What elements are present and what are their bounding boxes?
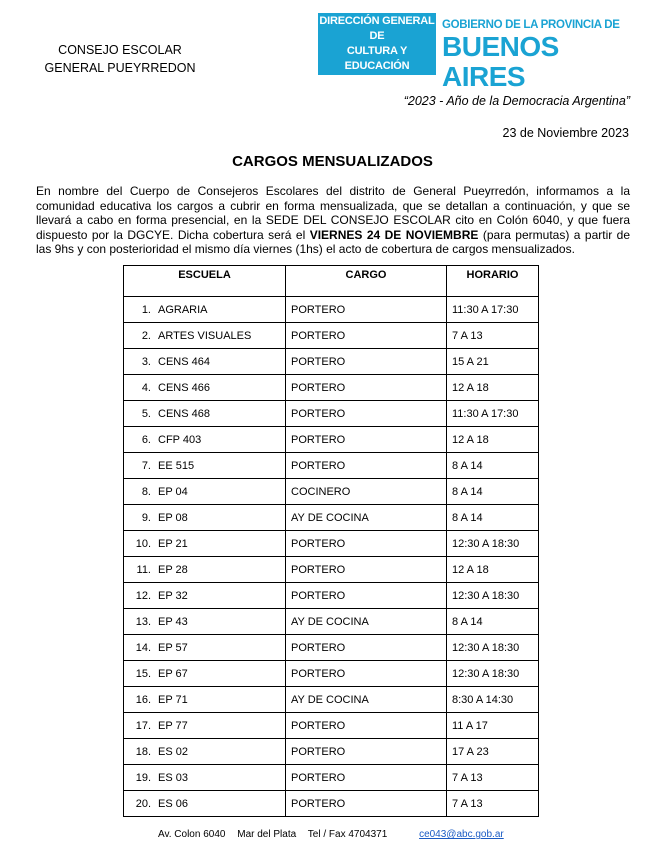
intro-paragraph	[36, 184, 630, 257]
school-name: ES 03	[158, 771, 188, 784]
cell-horario: 12:30 A 18:30	[447, 635, 539, 661]
row-number: 9.	[141, 511, 151, 524]
cell-escuela	[124, 791, 286, 817]
gov-line-1: GOBIERNO DE LA PROVINCIA DE	[442, 19, 620, 31]
cell-cargo: PORTERO	[286, 531, 447, 557]
header-escuela: ESCUELA	[124, 266, 286, 297]
intro-part-1: En nombre del Cuerpo de Consejeros Escolares del distrito de General Pueyrredón, informamos a la comunidad educativa los cargos a cubrir en forma mensualizada, que se detallan a continuación, y que se llevará a cabo en forma presencial, en la SEDE DEL CONSEJO ESCOLAR cito en Colón 6040, y que fuera dispuesto por la DGCYE. Dicha cobertura será el	[36, 184, 630, 242]
intro-part-2: (para permutas) a partir de las 9hs y con posterioridad el mismo día viernes (1hs) el acto de cobertura de cargos mensualizados.	[36, 227, 631, 257]
cell-escuela	[124, 583, 286, 609]
cell-horario: 12 A 18	[447, 427, 539, 453]
school-name: ARTES VISUALES	[158, 329, 252, 342]
council-name	[30, 41, 210, 77]
cell-escuela	[124, 297, 286, 323]
intro-bold-date: VIERNES 24 DE NOVIEMBRE	[309, 227, 479, 242]
row-number: 2.	[141, 329, 151, 342]
table-row	[124, 557, 539, 583]
footer-phone: Tel / Fax 4704371	[307, 829, 388, 840]
cell-escuela	[124, 531, 286, 557]
cell-horario: 7 A 13	[447, 791, 539, 817]
school-name: EP 77	[158, 719, 188, 732]
school-name: CENS 468	[158, 407, 210, 420]
cell-horario: 8 A 14	[447, 479, 539, 505]
cell-horario: 12 A 18	[447, 557, 539, 583]
cell-cargo: PORTERO	[286, 739, 447, 765]
row-number: 11.	[136, 563, 151, 576]
table-row	[124, 531, 539, 557]
row-number: 14.	[135, 641, 151, 654]
cell-escuela	[124, 505, 286, 531]
header-cargo: CARGO	[286, 266, 447, 297]
table-row	[124, 765, 539, 791]
table-header-row	[124, 266, 539, 297]
cell-escuela	[124, 609, 286, 635]
cell-cargo: PORTERO	[286, 453, 447, 479]
row-number: 13.	[135, 615, 151, 628]
cell-cargo: PORTERO	[286, 557, 447, 583]
school-name: AGRARIA	[158, 303, 208, 316]
cell-horario: 8 A 14	[447, 609, 539, 635]
cell-escuela	[124, 349, 286, 375]
table-row	[124, 505, 539, 531]
cell-cargo: AY DE COCINA	[286, 609, 447, 635]
cell-horario: 12:30 A 18:30	[447, 661, 539, 687]
school-name: EE 515	[158, 459, 195, 472]
footer-email-link[interactable]: ce043@abc.gob.ar	[419, 829, 504, 840]
table-row	[124, 583, 539, 609]
table-row	[124, 323, 539, 349]
table-row	[124, 635, 539, 661]
row-number: 16.	[135, 693, 151, 706]
cell-cargo: PORTERO	[286, 401, 447, 427]
table-row	[124, 479, 539, 505]
cell-escuela	[124, 739, 286, 765]
cell-cargo: PORTERO	[286, 635, 447, 661]
cell-cargo: PORTERO	[286, 323, 447, 349]
cell-cargo: AY DE COCINA	[286, 687, 447, 713]
positions-table	[123, 265, 539, 817]
table-row	[124, 609, 539, 635]
cell-cargo: PORTERO	[286, 661, 447, 687]
cell-escuela	[124, 453, 286, 479]
cell-cargo: PORTERO	[286, 297, 447, 323]
school-name: CFP 403	[158, 433, 202, 446]
row-number: 10.	[135, 537, 151, 550]
cell-cargo: COCINERO	[286, 479, 447, 505]
row-number: 17.	[135, 719, 151, 732]
cell-horario: 17 A 23	[447, 739, 539, 765]
row-number: 6.	[141, 433, 151, 446]
cell-escuela	[124, 375, 286, 401]
table-row	[124, 791, 539, 817]
table-row	[124, 453, 539, 479]
cell-horario: 7 A 13	[447, 765, 539, 791]
cell-horario: 15 A 21	[447, 349, 539, 375]
footer	[158, 829, 513, 840]
school-name: EP 71	[158, 693, 188, 706]
school-name: EP 67	[158, 667, 188, 680]
cell-horario: 12 A 18	[447, 375, 539, 401]
cell-escuela	[124, 661, 286, 687]
table-row	[124, 739, 539, 765]
school-name: ES 06	[158, 797, 188, 810]
row-number: 4.	[141, 381, 151, 394]
gov-line-2: BUENOS AIRES	[442, 31, 559, 92]
cell-escuela	[124, 427, 286, 453]
cell-horario: 8:30 A 14:30	[447, 687, 539, 713]
logo-line-1: DIRECCIÓN GENERAL DE	[319, 15, 435, 42]
cell-escuela	[124, 687, 286, 713]
row-number: 18.	[135, 745, 151, 758]
table-row	[124, 401, 539, 427]
school-name: EP 21	[158, 537, 188, 550]
council-line-1: CONSEJO ESCOLAR	[58, 43, 182, 57]
cell-escuela	[124, 557, 286, 583]
school-name: EP 08	[158, 511, 188, 524]
year-motto: “2023 - Año de la Democracia Argentina”	[403, 94, 630, 108]
cell-horario: 11:30 A 17:30	[447, 297, 539, 323]
row-number: 19.	[135, 771, 151, 784]
cell-escuela	[124, 479, 286, 505]
table-row	[124, 713, 539, 739]
school-name: EP 43	[158, 615, 188, 628]
cell-horario: 7 A 13	[447, 323, 539, 349]
row-number: 7.	[141, 459, 151, 472]
province-logo	[442, 18, 622, 92]
cell-cargo: PORTERO	[286, 583, 447, 609]
school-name: CENS 464	[158, 355, 210, 368]
cell-horario: 12:30 A 18:30	[447, 583, 539, 609]
school-name: ES 02	[158, 745, 188, 758]
table-row	[124, 687, 539, 713]
row-number: 5.	[141, 407, 151, 420]
document-date: 23 de Noviembre 2023	[502, 126, 629, 140]
footer-address: Av. Colon 6040	[158, 829, 226, 840]
school-name: EP 32	[158, 589, 188, 602]
cell-cargo: PORTERO	[286, 375, 447, 401]
table-row	[124, 661, 539, 687]
school-name: CENS 466	[158, 381, 210, 394]
logo-line-2: CULTURA Y EDUCACIÓN	[344, 45, 410, 72]
cell-cargo: PORTERO	[286, 427, 447, 453]
table-row	[124, 349, 539, 375]
table-row	[124, 297, 539, 323]
table-row	[124, 427, 539, 453]
dgcye-logo	[318, 13, 436, 75]
cell-escuela	[124, 635, 286, 661]
footer-city: Mar del Plata	[237, 829, 297, 840]
cell-horario: 11:30 A 17:30	[447, 401, 539, 427]
cell-escuela	[124, 401, 286, 427]
council-line-2: GENERAL PUEYRREDON	[44, 61, 196, 75]
cell-cargo: AY DE COCINA	[286, 505, 447, 531]
row-number: 20.	[135, 797, 151, 810]
cell-escuela	[124, 323, 286, 349]
row-number: 8.	[141, 485, 151, 498]
cell-horario: 11 A 17	[447, 713, 539, 739]
cell-escuela	[124, 713, 286, 739]
row-number: 3.	[141, 355, 151, 368]
cell-cargo: PORTERO	[286, 791, 447, 817]
school-name: EP 04	[158, 485, 188, 498]
table-row	[124, 375, 539, 401]
row-number: 1.	[141, 303, 151, 316]
document-title: CARGOS MENSUALIZADOS	[232, 153, 433, 170]
row-number: 12.	[135, 589, 151, 602]
cell-horario: 12:30 A 18:30	[447, 531, 539, 557]
cell-cargo: PORTERO	[286, 765, 447, 791]
school-name: EP 28	[158, 563, 188, 576]
cell-escuela	[124, 765, 286, 791]
row-number: 15.	[135, 667, 151, 680]
cell-cargo: PORTERO	[286, 349, 447, 375]
school-name: EP 57	[158, 641, 188, 654]
cell-horario: 8 A 14	[447, 505, 539, 531]
cell-cargo: PORTERO	[286, 713, 447, 739]
cell-horario: 8 A 14	[447, 453, 539, 479]
header-horario: HORARIO	[447, 266, 539, 297]
